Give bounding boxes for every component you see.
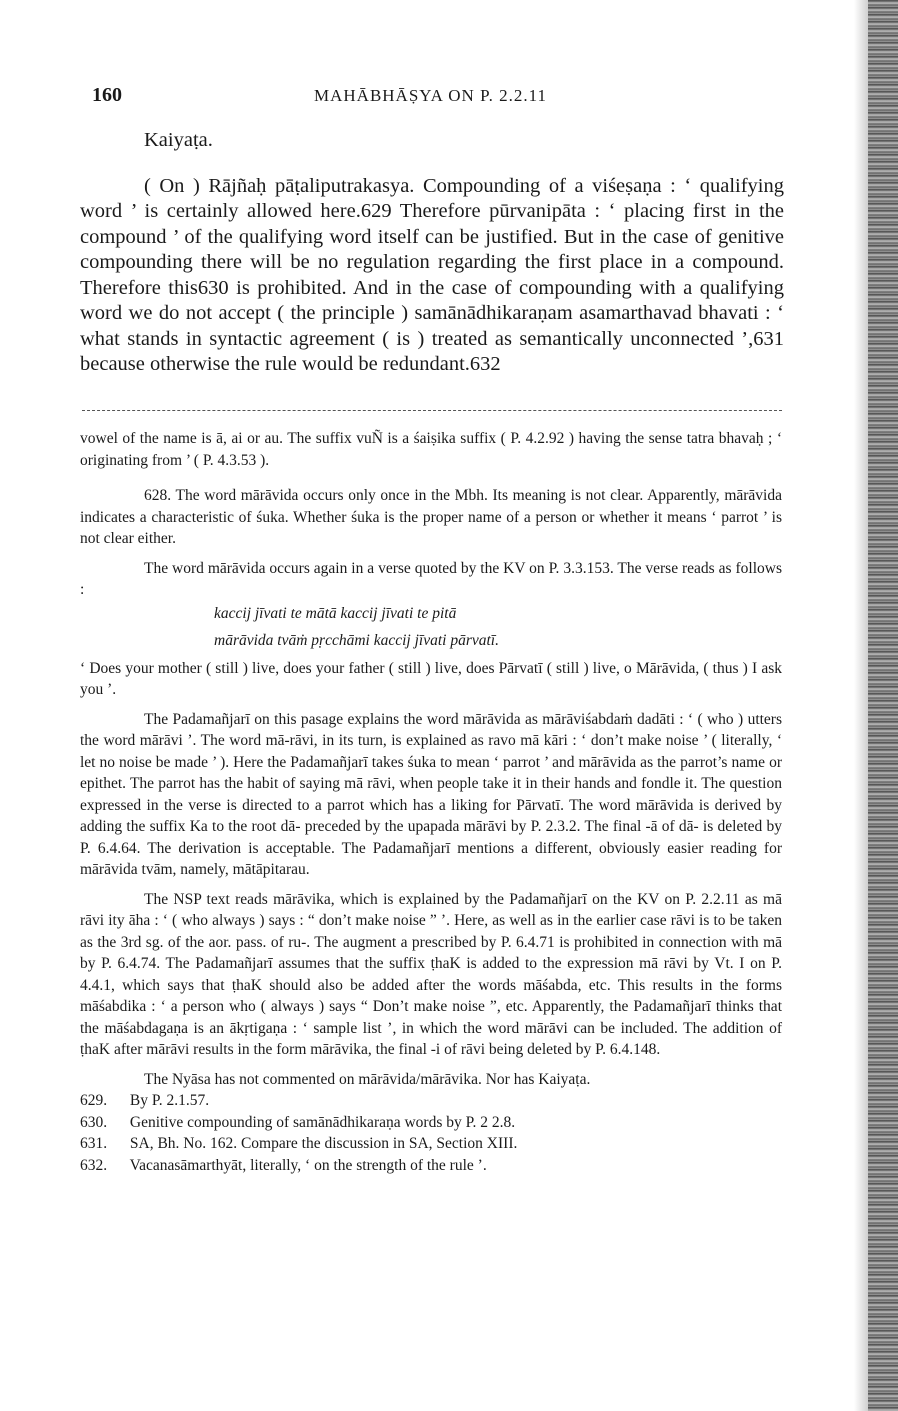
main-paragraph: ( On ) Rājñaḥ pāṭaliputrakasya. Compounding of a viśeṣaṇa : ‘ qualifying word ’ is certainly allowed here.629 Therefore pūrvanipāta : ‘ placing first in the compound ’ of the qualifying word itself can be justified. But in the case of genitive compounding there will be no regulation regarding the first place in a compound. Therefore this630 is prohibited. And in the case of compounding with a qualifying word we do not accept ( the principle ) samānādhikaraṇam asamarthavad bhavati : ‘ what stands in syntactic agreement ( is ) treated as semantically unconnected ’,631 because otherwise the rule would be redundant.632 (80, 174, 784, 375)
footnote-separator (82, 410, 782, 411)
footnote-628-nsp: The NSP text reads mārāvika, which is explained by the Padamañjarī on the KV on P. 2.2.11 as mā rāvi ity āha : ‘ ( who always ) says : “ don’t make noise ” ’. Here, as well as in the earlier case rāvi is to be taken as the 3rd sg. of the aor. pass. of ru-. The augment a prescribed by P. 6.4.71 is prohibited in connection with mā by P. 6.4.74. The Padamañjarī assumes that the suffix ṭhaK is added to the expression mā rāvi by Vt. I on P. 4.4.1, which says that ṭhaK should also be added after the words māśabda, etc. This results in the forms māśabdika : ‘ a person who ( always ) says “ Don’t make noise ”, etc. Apparently, the Padamañjarī thinks that the māśabdagaṇa is an ākṛtigaṇa : ‘ sample list ’, in which the word mārāvi can be included. The addition of ṭhaK after mārāvi results in the form mārāvika, the final -i of rāvi being deleted by P. 6.4.148. (80, 890, 782, 1058)
verse (214, 603, 782, 652)
footnote-number: 630. (80, 1113, 108, 1131)
main-text (80, 128, 784, 378)
footnote-text: SA, Bh. No. 162. Compare the discussion in SA, Section XIII. (129, 1135, 518, 1152)
footnote-628: 628. The word mārāvida occurs only once in the Mbh. Its meaning is not clear. Apparently, mārāvida indicates a characteristic of śuka. Whether śuka is the proper name of a person or whether it means ‘ parrot ’ is not clear either. (80, 487, 782, 547)
verse-translation: ‘ Does your mother ( still ) live, does your father ( still ) live, does Pārvatī ( still ) live, o Mārāvida, ( thus ) I ask you ’. (80, 659, 782, 698)
verse-line-2: mārāvida tvāṁ pṛcchāmi kaccij jīvati pārvatī. (214, 632, 499, 649)
footnote-number: 632. (80, 1156, 108, 1174)
page-number: 160 (92, 84, 122, 106)
verse-line-1: kaccij jīvati te mātā kaccij jīvati te pitā (214, 604, 457, 622)
footnote-text: By P. 2.1.57. (129, 1092, 210, 1109)
footnote-text: Vacanasāmarthyāt, literally, ‘ on the strength of the rule ’. (129, 1156, 487, 1174)
footnote-number: 631. (80, 1135, 108, 1152)
footnote-630 (80, 1112, 782, 1134)
section-title: Kaiyaṭa. (144, 129, 213, 151)
scan-edge-gradient (854, 0, 868, 1411)
footnote-632 (80, 1155, 782, 1177)
footnote-number: 629. (80, 1092, 108, 1109)
footnote-628-padamanjari: The Padamañjarī on this pasage explains the word mārāvida as mārāviśabdaṁ dadāti : ‘ ( who ) utters the word mārāvi ’. The word mā-rāvi, in its turn, is explained as ravo mā kāri : ‘ don’t make noise ’ ( literally, ‘ let no noise be made ’ ). Here the Padamañjarī takes śuka to mean ‘ parrot ’ and mārāvida as the parrot’s name or epithet. The parrot has the habit of saying mā rāvi, when people take it in their hands and fondle it. The question expressed in the verse is directed to a parrot which has a liking for Pārvatī. The word mārāvida is derived by adding the suffix Ka to the root dā- preceded by the upapada mārāvi by P. 2.3.2. The final -ā of dā- is deleted by P. 6.4.64. The derivation is acceptable. The Padamañjarī mentions a different, obviously easier reading for mārāvida tvām, namely, mātāpitarau. (80, 710, 782, 878)
scan-edge-shadow (868, 0, 898, 1411)
running-head: MAHĀBHĀṢYA ON P. 2.2.11 (314, 86, 548, 105)
footnotes (80, 428, 782, 1176)
footnote-628-nyasa: The Nyāsa has not commented on mārāvida/mārāvika. Nor has Kaiyaṭa. (144, 1070, 591, 1088)
footnote-text: Genitive compounding of samānādhikaraṇa words by P. 2 2.8. (129, 1113, 516, 1131)
footnote-continuation: vowel of the name is ā, ai or au. The suffix vuÑ is a śaiṣika suffix ( P. 4.2.92 ) having the sense tatra bhavaḥ ; ‘ originating from ’ ( P. 4.3.53 ). (80, 430, 782, 469)
page-header (92, 84, 792, 114)
footnote-628-verse-intro: The word mārāvida occurs again in a verse quoted by the KV on P. 3.3.153. The verse reads as follows : (80, 559, 782, 598)
footnote-629 (80, 1090, 782, 1112)
footnote-631 (80, 1133, 782, 1155)
